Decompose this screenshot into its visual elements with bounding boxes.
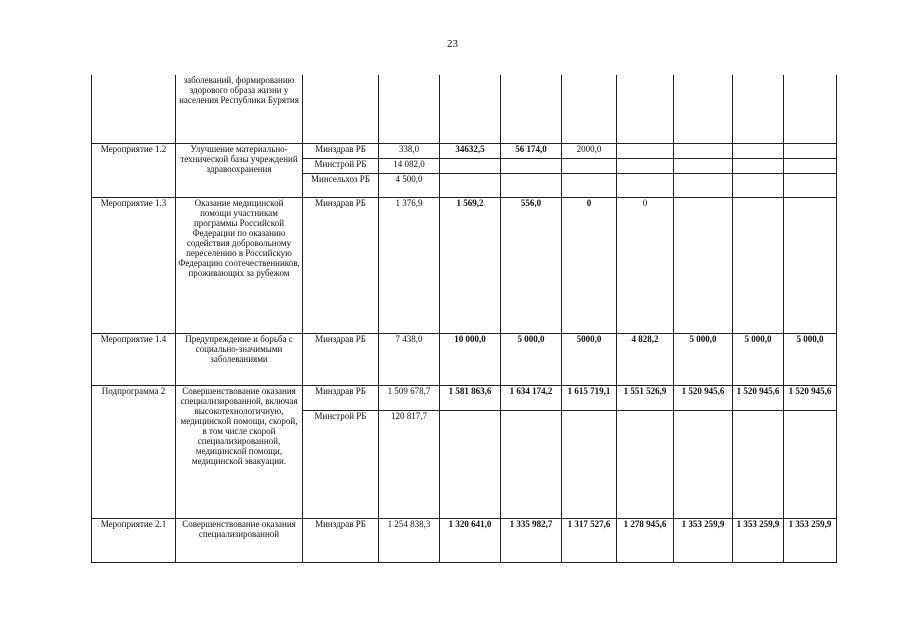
executor-cell: Минсельхоз РБ bbox=[303, 173, 379, 197]
executor-cell: Минздрав РБ bbox=[303, 333, 379, 385]
label-cell: Мероприятие 1.3 bbox=[92, 197, 176, 333]
executor-cell: Минздрав РБ bbox=[303, 385, 379, 410]
table-row: Минсельхоз РБ 4 500,0 bbox=[92, 173, 837, 197]
page-number: 23 bbox=[447, 38, 458, 50]
table-row: Минстрой РБ 120 817,7 bbox=[92, 410, 837, 518]
label-cell: Мероприятие 1.2 bbox=[92, 143, 176, 197]
table-row: Минстрой РБ 14 082,0 bbox=[92, 158, 837, 173]
name-cell: Улучшение материально-технической базы учреждений здравоохранения bbox=[176, 143, 303, 197]
table-row bbox=[92, 75, 837, 143]
name-cell: Совершенствование оказания специализированной bbox=[176, 518, 303, 562]
executor-cell: Минстрой РБ bbox=[303, 410, 379, 518]
table-row: Подпрограмма 2 Совершенствование оказания специализированной, включая высокотехнологичную, медицинской помощи, скорой, в том числе скорой специализированной, медицинской помощи, медицинской эвакуации. Минздрав РБ 1 509 678,7 1 581 863,6 1 634 174,2 1 615 719,1 1 551 526,9 1 520 945,6 1 520 945,6 1 520 945,6 bbox=[92, 385, 837, 410]
label-cell bbox=[92, 75, 176, 143]
budget-table bbox=[91, 75, 837, 563]
table-row: Мероприятие 1.4 Предупреждение и борьба с социально-значимыми заболеваниями Минздрав РБ 7 438,0 10 000,0 5 000,0 5000,0 4 828,2 5 000,0 5 000,0 5 000,0 bbox=[92, 333, 837, 385]
table-row: Мероприятие 1.2 Улучшение материально-технической базы учреждений здравоохранения Минздрав РБ 338,0 34632,5 56 174,0 2000,0 bbox=[92, 143, 837, 158]
name-cell: Оказание медицинской помощи участникам программы Российской Федерации по оказанию содействия добровольному переселению в Российскую Федерацию соотечественников, проживающих за рубежом bbox=[176, 197, 303, 333]
table-row: Мероприятие 1.3 Оказание медицинской помощи участникам программы Российской Федерации по оказанию содействия добровольному переселению в Российскую Федерацию соотечественников, проживающих за рубежом Минздрав РБ 1 376,9 1 569,2 556,0 0 0 bbox=[92, 197, 837, 333]
label-cell: Подпрограмма 2 bbox=[92, 385, 176, 518]
executor-cell: Минздрав РБ bbox=[303, 197, 379, 333]
name-cell: заболеваний, формированию здорового образа жизни у населения Республики Бурятия bbox=[176, 75, 303, 143]
table-row: Мероприятие 2.1 Совершенствование оказания специализированной Минздрав РБ 1 254 838,3 1 320 641,0 1 335 982,7 1 317 527,6 1 278 945,6 1 353 259,9 1 353 259,9 1 353 259,9 bbox=[92, 518, 837, 562]
executor-cell: Минздрав РБ bbox=[303, 143, 379, 158]
name-cell: Совершенствование оказания специализированной, включая высокотехнологичную, медицинской помощи, скорой, в том числе скорой специализированной, медицинской помощи, медицинской эвакуации. bbox=[176, 385, 303, 518]
name-cell: Предупреждение и борьба с социально-значимыми заболеваниями bbox=[176, 333, 303, 385]
executor-cell: Минздрав РБ bbox=[303, 518, 379, 562]
label-cell: Мероприятие 1.4 bbox=[92, 333, 176, 385]
executor-cell: Минстрой РБ bbox=[303, 158, 379, 173]
label-cell: Мероприятие 2.1 bbox=[92, 518, 176, 562]
